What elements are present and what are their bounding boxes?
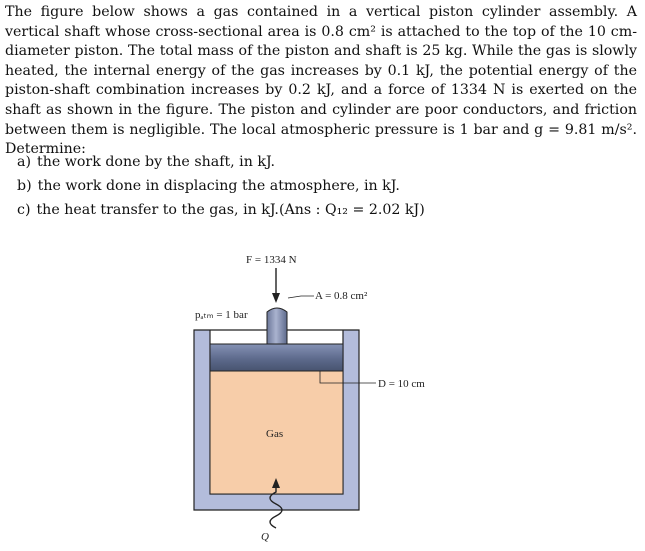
question-c-text: the heat transfer to the gas, in kJ.(Ans : Q₁₂ = 2.02 kJ) <box>36 202 425 218</box>
question-b-text: the work done in displacing the atmosphere, in kJ. <box>37 178 400 194</box>
question-b-marker: b) <box>17 178 32 194</box>
question-a-marker: a) <box>17 154 31 170</box>
question-c-marker: c) <box>17 202 31 218</box>
area-leader <box>288 296 314 298</box>
piston <box>210 344 343 371</box>
force-label: F = 1334 N <box>246 254 297 266</box>
force-arrow <box>272 268 280 303</box>
patm-label: pₐₜₘ = 1 bar <box>195 309 248 321</box>
heat-label: Q <box>261 531 269 543</box>
gas-label: Gas <box>266 428 284 440</box>
question-a-text: the work done by the shaft, in kJ. <box>37 154 276 170</box>
problem-statement: The figure below shows a gas contained in a vertical piston cylinder assembly. A vertical shaft whose cross-sectional area is 0.8 cm² is attached to the top of the 10 cm-diameter piston. The total mass of the piston and shaft is 25 kg. While the gas is slowly heated, the internal energy of the gas increases by 0.1 kJ, the potential energy of the piston-shaft combination increases by 0.2 kJ, and a force of 1334 N is exerted on the shaft as shown in the figure. The piston and cylinder are poor conductors, and friction between them is negligible. The local atmospheric pressure is 1 bar and g = 9.81 m/s². Determine: <box>5 4 637 158</box>
diameter-label: D = 10 cm <box>378 378 425 390</box>
area-label: A = 0.8 cm² <box>315 290 368 302</box>
shaft <box>267 308 287 344</box>
